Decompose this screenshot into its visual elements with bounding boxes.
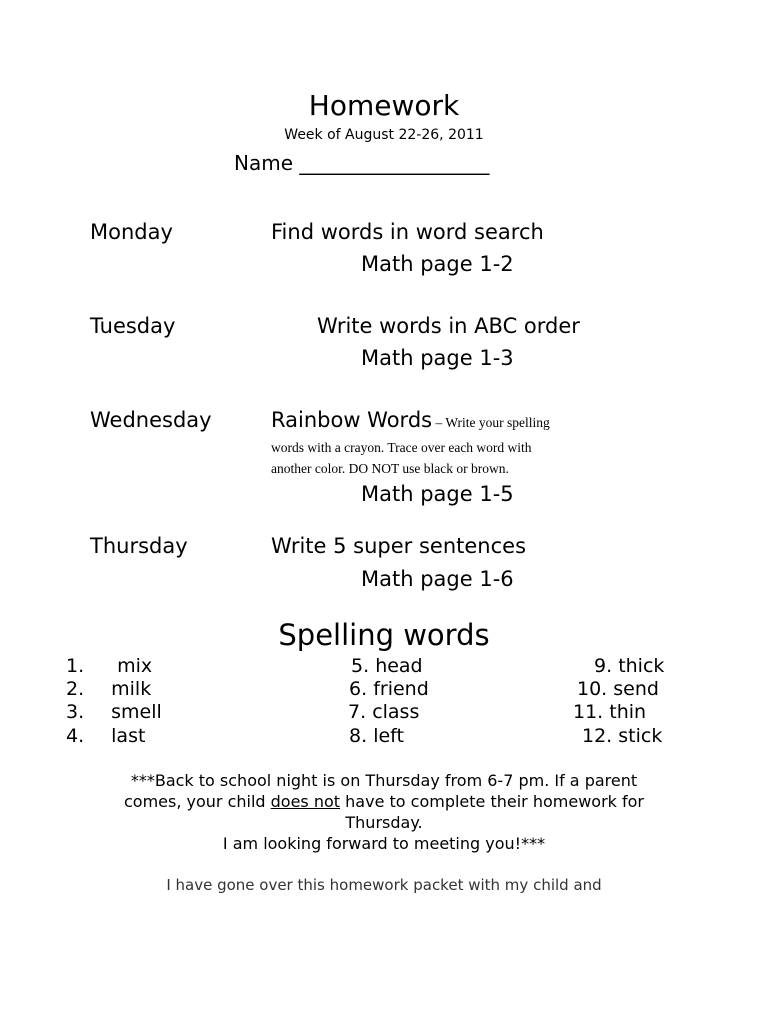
list-item: 3. smell bbox=[66, 701, 162, 723]
notice-line-3: Thursday. bbox=[345, 813, 423, 832]
day-label-monday: Monday bbox=[90, 220, 173, 244]
task-monday: Find words in word search bbox=[271, 220, 544, 244]
math-wednesday: Math page 1-5 bbox=[361, 482, 514, 506]
math-thursday: Math page 1-6 bbox=[361, 567, 514, 591]
list-item: 11. thin bbox=[573, 701, 647, 723]
list-item: 9. thick bbox=[594, 655, 665, 677]
task-thursday: Write 5 super sentences bbox=[271, 534, 527, 558]
day-label-tuesday: Tuesday bbox=[90, 314, 176, 338]
list-item: 5. head bbox=[351, 655, 423, 677]
list-item: 8. left bbox=[349, 725, 404, 747]
notice-line-2: comes, your child does not have to complete their homework for bbox=[123, 792, 644, 811]
parent-acknowledgement: I have gone over this homework packet with my child and bbox=[166, 876, 602, 894]
week-subtitle: Week of August 22-26, 2011 bbox=[284, 127, 484, 143]
list-item: 12. stick bbox=[582, 725, 663, 747]
page-title: Homework bbox=[308, 89, 460, 122]
task-wednesday-title: Rainbow Words bbox=[271, 408, 433, 432]
task-wednesday-detail-line-3: another color. DO NOT use black or brown. bbox=[271, 461, 509, 476]
day-label-thursday: Thursday bbox=[90, 534, 188, 558]
notice-line-1: ***Back to school night is on Thursday from 6-7 pm. If a parent bbox=[130, 771, 638, 790]
list-item: 6. friend bbox=[349, 678, 429, 700]
name-field-line: Name ___________________ bbox=[234, 151, 490, 175]
list-item: 1. mix bbox=[66, 655, 153, 677]
math-monday: Math page 1-2 bbox=[361, 252, 514, 276]
math-tuesday: Math page 1-3 bbox=[361, 346, 514, 370]
list-item: 4. last bbox=[66, 725, 146, 747]
list-item: 10. send bbox=[577, 678, 659, 700]
list-item: 2. milk bbox=[66, 678, 152, 700]
task-wednesday bbox=[271, 408, 550, 432]
task-tuesday: Write words in ABC order bbox=[317, 314, 580, 338]
list-item: 7. class bbox=[348, 701, 420, 723]
day-label-wednesday: Wednesday bbox=[90, 408, 212, 432]
notice-line-4: I am looking forward to meeting you!*** bbox=[222, 834, 546, 853]
task-wednesday-detail-line-2: words with a crayon. Trace over each word with bbox=[271, 440, 532, 455]
task-wednesday-detail: – Write your spelling bbox=[432, 415, 550, 430]
spelling-title: Spelling words bbox=[278, 618, 490, 652]
